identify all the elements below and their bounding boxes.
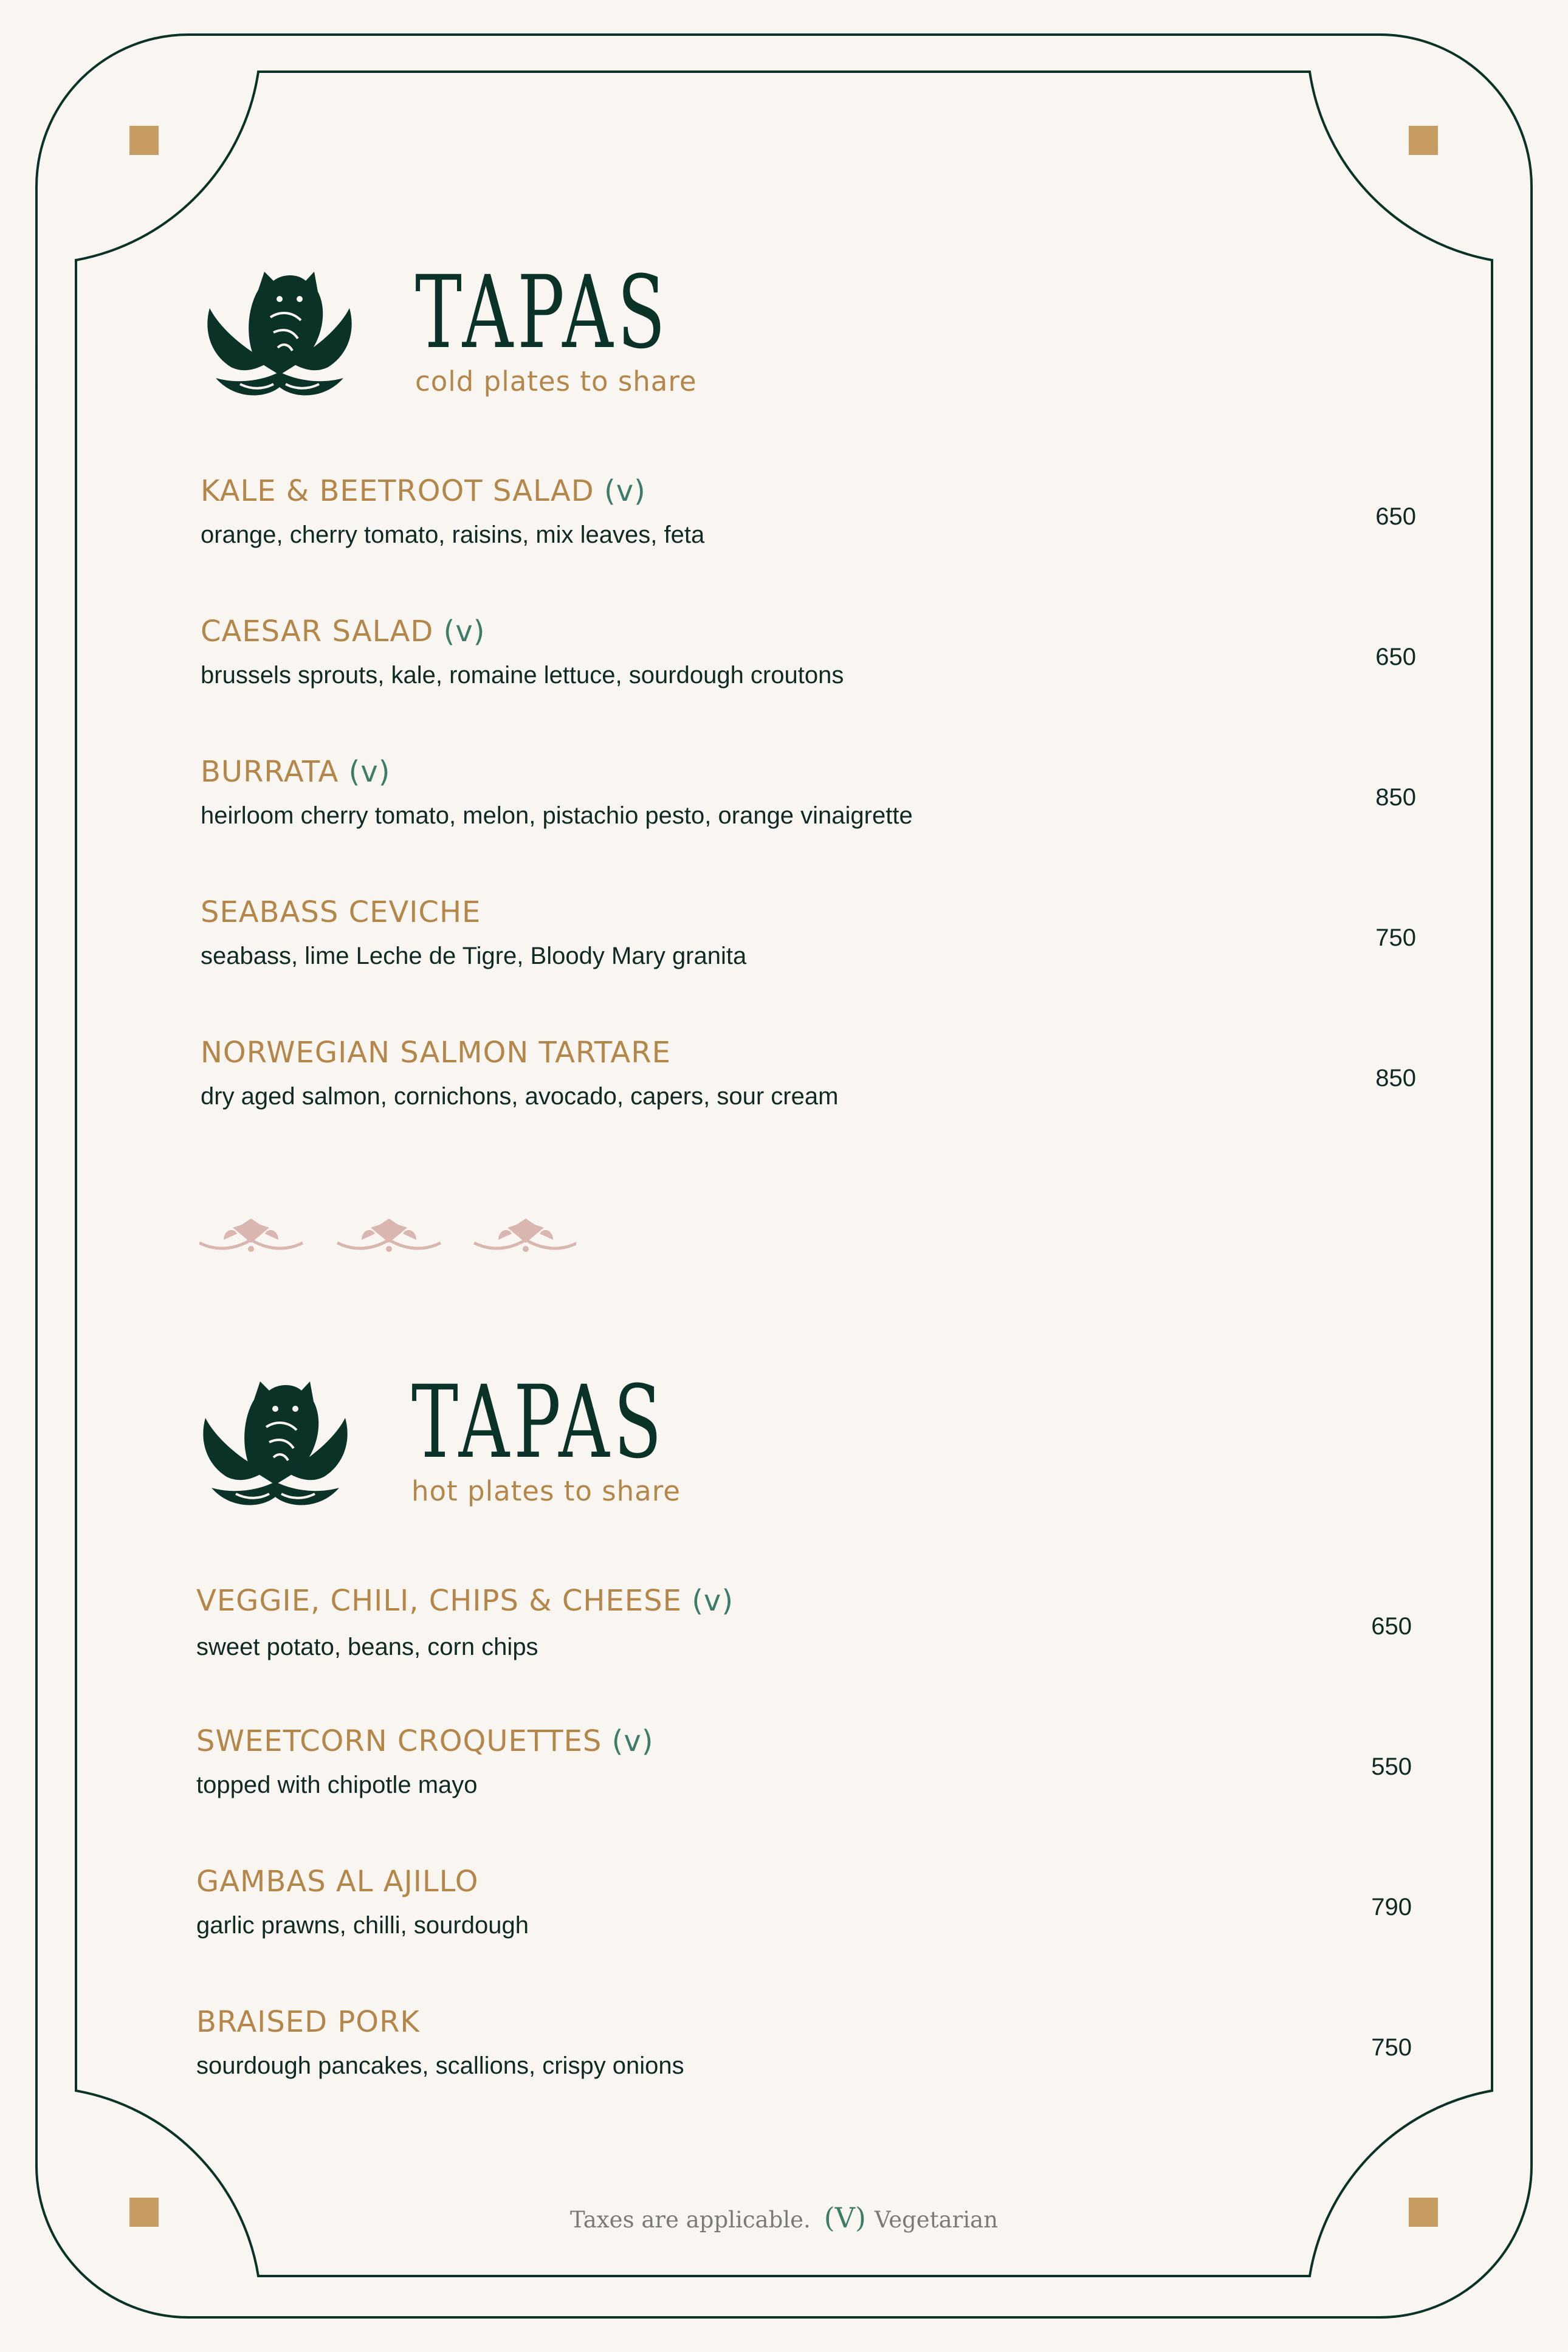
item-description: brussels sprouts, kale, romaine lettuce, sourdough croutons <box>201 662 844 689</box>
item-description: heirloom cherry tomato, melon, pistachio pesto, orange vinaigrette <box>201 802 913 829</box>
panther-logo-icon <box>198 263 362 402</box>
footer-note <box>0 2201 1568 2234</box>
veg-marker: (V) <box>824 2201 866 2234</box>
section-title: TAPAS <box>411 1364 666 1480</box>
veg-marker: (v) <box>692 1584 734 1618</box>
item-name: SWEETCORN CROQUETTES <box>196 1724 602 1758</box>
floral-ornament-divider <box>199 1216 576 1264</box>
taxes-note: Taxes are applicable. <box>569 2207 811 2233</box>
item-description: dry aged salmon, cornichons, avocado, capers, sour cream <box>201 1083 839 1110</box>
floral-ornament-icon <box>199 1219 303 1252</box>
item-name: KALE & BEETROOT SALAD <box>201 474 594 508</box>
item-price: 750 <box>1375 924 1416 951</box>
menu-item <box>196 1584 1412 1705</box>
item-description: sweet potato, beans, corn chips <box>196 1634 538 1660</box>
item-description: seabass, lime Leche de Tigre, Bloody Mary granita <box>201 943 747 969</box>
item-price: 550 <box>1371 1753 1412 1780</box>
section-heading <box>415 254 779 397</box>
item-price: 850 <box>1375 784 1416 811</box>
item-name: CAESAR SALAD <box>201 614 434 648</box>
veg-marker: (v) <box>443 614 486 648</box>
menu-item <box>201 614 1416 736</box>
item-description: topped with chipotle mayo <box>196 1772 478 1798</box>
veg-marker: (v) <box>348 755 391 789</box>
item-price: 650 <box>1375 644 1416 670</box>
menu-item <box>201 474 1416 596</box>
menu-item <box>196 1724 1412 1846</box>
item-price: 650 <box>1371 1613 1412 1640</box>
item-name: VEGGIE, CHILI, CHIPS & CHEESE <box>196 1584 682 1618</box>
item-description: garlic prawns, chilli, sourdough <box>196 1912 529 1939</box>
menu-item <box>201 1036 1416 1157</box>
veg-marker: (v) <box>603 474 646 508</box>
item-name: BURRATA <box>201 755 339 789</box>
item-price: 750 <box>1371 2034 1412 2061</box>
item-description: sourdough pancakes, scallions, crispy onions <box>196 2052 684 2079</box>
section-heading <box>411 1364 775 1507</box>
item-name: NORWEGIAN SALMON TARTARE <box>201 1036 671 1070</box>
floral-ornament-icon <box>474 1219 576 1252</box>
item-price: 650 <box>1375 503 1416 530</box>
veg-marker: (v) <box>611 1724 654 1758</box>
section-subtitle: cold plates to share <box>415 365 697 397</box>
item-name: SEABASS CEVICHE <box>201 895 481 929</box>
menu-item <box>196 1865 1412 1986</box>
corner-square-top-left <box>129 126 159 155</box>
menu-item <box>196 2005 1412 2127</box>
corner-square-top-right <box>1409 126 1438 155</box>
section-title: TAPAS <box>415 254 670 371</box>
item-price: 790 <box>1371 1894 1412 1920</box>
item-description: orange, cherry tomato, raisins, mix leaves, feta <box>201 521 705 548</box>
floral-ornament-icon <box>337 1219 441 1252</box>
menu-item <box>201 755 1416 876</box>
veg-legend: Vegetarian <box>874 2207 999 2233</box>
item-price: 850 <box>1375 1065 1416 1092</box>
panther-logo-icon <box>193 1372 357 1512</box>
menu-item <box>201 895 1416 1017</box>
item-name: GAMBAS AL AJILLO <box>196 1865 479 1899</box>
section-subtitle: hot plates to share <box>411 1475 681 1507</box>
item-name: BRAISED PORK <box>196 2005 420 2039</box>
